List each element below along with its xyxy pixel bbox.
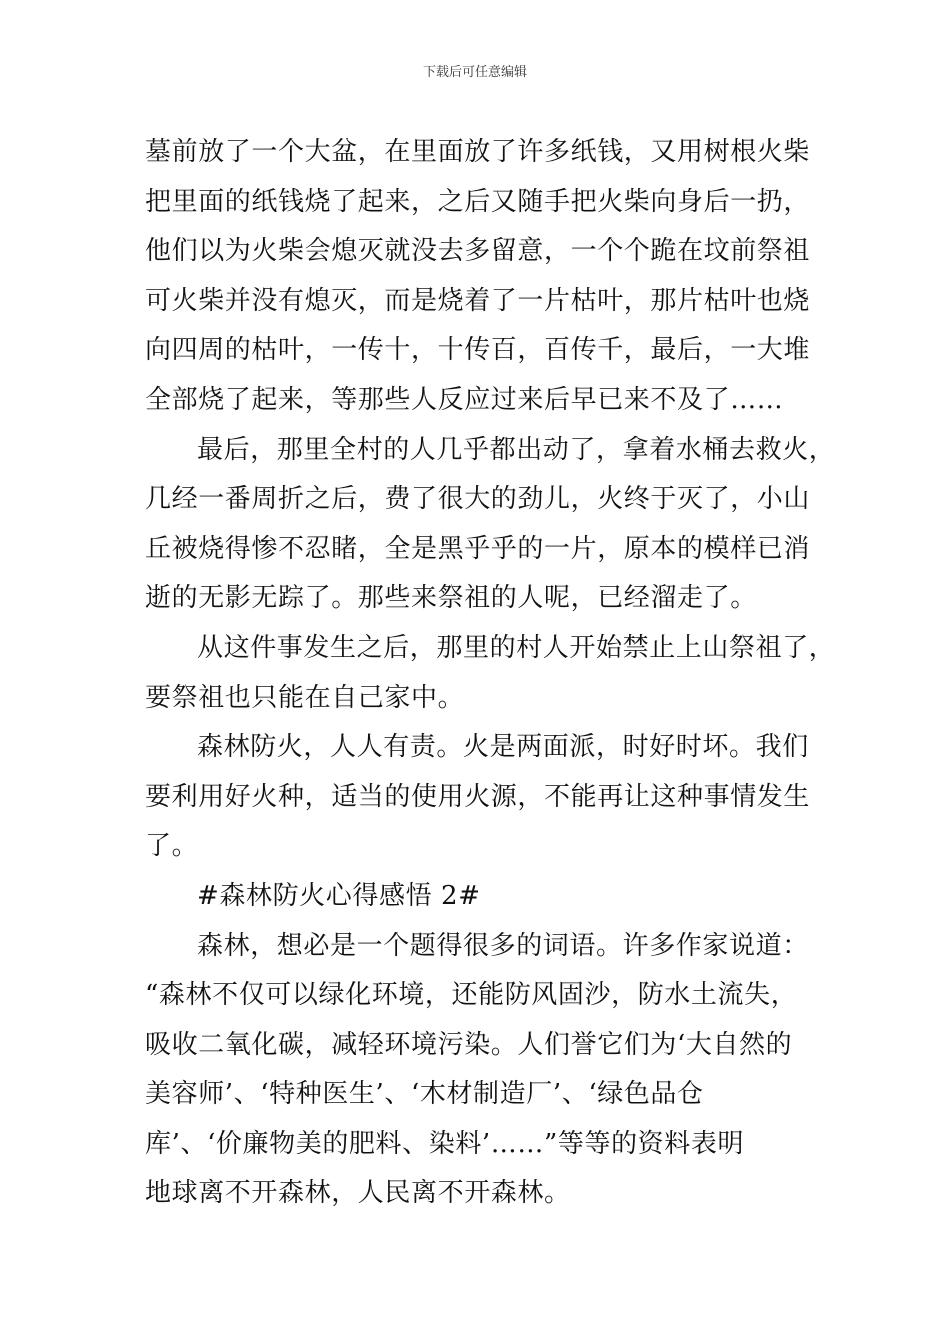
text-line: 要利用好火种，适当的使用火源，不能再让这种事情发生 (145, 781, 811, 812)
text-line: 全部烧了起来，等那些人反应过来后早已来不及了…… (145, 384, 784, 415)
paragraph-start: 森林防火，人人有责。火是两面派，时好时坏。我们 (197, 732, 809, 763)
text-line: 逝的无影无踪了。那些来祭祖的人呢，已经溜走了。 (145, 583, 757, 614)
paragraph-start: 从这件事发生之后，那里的村人开始禁止上山祭祖了， (197, 632, 836, 663)
text-line: 吸收二氧化碳，减轻环境污染。人们誉它们为‘大自然的 (145, 1029, 793, 1060)
text-line: 把里面的纸钱烧了起来，之后又随手把火柴向身后一扔， (145, 186, 811, 217)
text-line: 丘被烧得惨不忍睹，全是黑乎乎的一片，原本的模样已消 (145, 533, 811, 564)
text-line: 库’、‘价廉物美的肥料、染料’……”等等的资料表明 (145, 1128, 745, 1159)
page-header: 下载后可任意编辑 (422, 65, 527, 80)
text-line: 可火柴并没有熄灭，而是烧着了一片枯叶，那片枯叶也烧 (145, 285, 811, 316)
text-line: 了。 (145, 831, 199, 862)
text-line: 要祭祖也只能在自己家中。 (145, 682, 465, 713)
text-line: 几经一番周折之后，费了很大的劲儿，火终于灭了，小山 (145, 484, 811, 515)
text-line: 美容师’、‘特种医生’、‘木材制造厂’、‘绿色品仓 (145, 1079, 704, 1110)
section-heading: #森林防火心得感悟 2# (197, 880, 481, 911)
text-line: 墓前放了一个大盆，在里面放了许多纸钱，又用树根火柴 (145, 137, 811, 167)
text-line: 地球离不开森林，人民离不开森林。 (145, 1178, 571, 1209)
document-body (145, 128, 836, 1219)
text-line: “森林不仅可以绿化环境，还能防风固沙，防水土流失， (145, 980, 798, 1011)
paragraph-start: 森林，想必是一个题得很多的词语。许多作家说道： (197, 930, 809, 961)
text-line: 他们以为火柴会熄灭就没去多留意，一个个跪在坟前祭祖 (145, 236, 811, 267)
paragraph-start: 最后，那里全村的人几乎都出动了，拿着水桶去救火， (197, 434, 836, 465)
text-line: 向四周的枯叶，一传十，十传百，百传千，最后，一大堆 (145, 335, 811, 366)
